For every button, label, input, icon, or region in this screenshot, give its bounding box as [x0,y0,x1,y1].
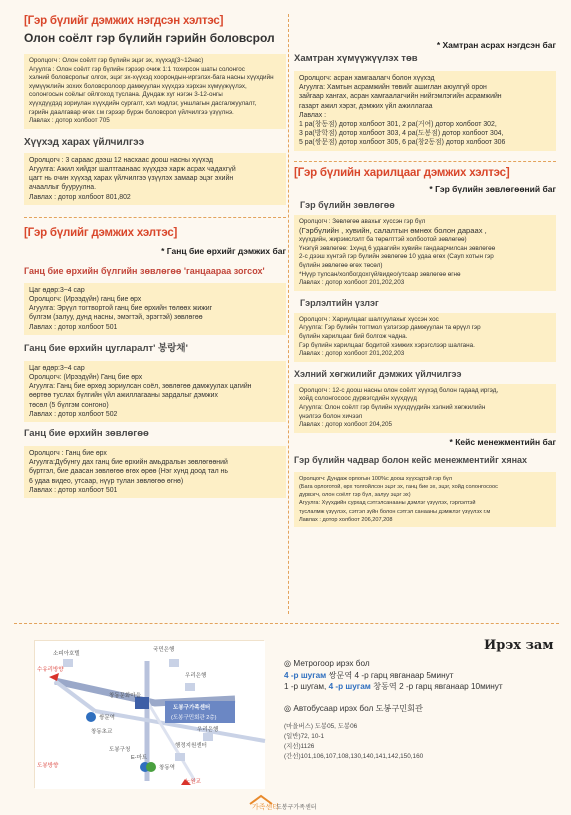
marriage-checkup-box [294,313,556,362]
box-line: төсөл (5 бүлгэм сонгоно) [29,401,109,409]
case-management-box [294,472,556,527]
box-line: 1 ра(창동점) дотор холбоот 301, 2 ра(거여) дотор холбоот 302, [299,121,497,129]
box-line: бүлгэм (залуу, дунд насны, эмэгтэй, эрэгтэй) зөвлөгөө [29,314,203,322]
box-line: Оролцогч: Дундаж орлогын 100%с доош хүүхэдтэй гэр бүл [299,475,452,482]
box-line: Үнэгүй зөвлөгөө: 1хүнд 6 удаагийн хувийн гандаарчилсан зөвлөгөө [299,244,496,252]
map-label-changdong-school: 창동초교 [91,729,113,735]
section-title-family-support: [Гэр бүлийг дэмжих нэгдсэн хэлтэс] [24,15,224,27]
map-subway-marker-1 [86,712,96,722]
house-logo-icon [248,794,280,811]
box-line: өөртөө туслах бүлгийн үйл ажиллагааны зардалыг дэмжих [29,392,218,400]
bus-line-1: (마을버스) 도봉05, 도봉06 [284,723,358,730]
box-line: Агуулга: Хамтын асрамжийн төвийг ашиглан аюулгүй орон [299,84,487,92]
box-line: гэрийн даалгавар өгөх г.м гэрээр бүрэн боловсрол үйлчилгээ үзүүлнэ. [29,108,234,116]
box-line: Агуулга:Дүбүнгу дах ганц бие өрхийн амьдралын зөвлөгөөний [29,459,228,467]
map-label-woori-bank: 우리은행 [185,673,207,679]
bus-heading: ◎ Автобусаар ирэх бол 도봉구민회관 [284,703,423,713]
box-line: хойд солонгосоос дүрвэгсдийн хүүхдүүд [299,395,417,403]
map-label-woori-bank-2: 우리은행 [197,727,219,733]
box-line: Лавлах : дотор холбоот 502 [29,410,118,418]
box-line: Оролцогч : Ганц бие өрх [29,450,107,457]
box-line: Оролцогч : Олон соёлт гэр бүлийн эцэг эх, хүүхэд(3~12нас) [29,57,204,64]
subway-heading: ◎ Метрогоор ирэх бол [284,659,370,668]
box-line: Агуулга: Олон соёлт гэр бүлийн хүүхдүүдийн хэлний хөгжилийн [299,403,486,411]
box-line: бүлийн харилцааг бий болгож чадна. [299,332,408,340]
childcare-service-box [24,153,286,205]
single-parent-counseling-box [24,446,286,498]
box-line: бүлийн зөвлөгөө өгөх төсөл) [299,262,383,269]
case-management-title: Гэр бүлийн чадвар болон кейс менежментийг хянах [294,454,528,465]
box-line: солонгосын соёлыг ойлгоход туслана. Дундаж хуг нэгэн 3-12-онгы [29,91,223,99]
box-line: Цаг өдөр:3~4 сар [29,364,85,372]
column-divider [288,14,289,614]
map-label-dobong-direction: 도봉방향 [37,763,59,769]
family-counseling-title: Гэр бүлийн зөвлөгөө [300,199,395,210]
map-label-kookmin-bank: 국민은행 [153,647,175,653]
box-line: Лавлах : дотор холбоот 801,802 [29,193,131,201]
box-line: ачааллыг бууруулна. [29,184,97,192]
map-label-culture-village: 창동문화마을 [109,693,141,699]
left-column [24,10,286,498]
single-parent-gathering-box [24,361,286,422]
box-line: 5 ра(쌍문점) дотор холбоот 305, 6 ра(창2동점) дотор холбоот 306 [299,139,506,147]
joint-care-center-box [294,71,556,151]
case-management-team-tag: * Кейс менежментийн баг [449,436,556,447]
family-center-logo [248,794,280,815]
family-counseling-box [294,215,556,291]
box-line: (Гэрбүлийн , хувийн, салалтын өмнөх болон дараах , [299,226,487,236]
box-line: Оролцогч: (Ирээдүйн) ганц бие өрх [29,295,142,303]
map-roads [35,641,265,789]
box-line: Агуулга: Хүүхдийн сурхад сэтгэлсанааны дэмлэг үзүүлэх, гэрлэлтэй [299,500,476,507]
box-line: 3 ра(방학점) дотор холбоот 303, 4 ра(도봉점) дотор холбоот 304, [299,130,504,138]
box-line: 6 удаа видео, утсаар, нүүр тулан зөвлөгөө өгнө) [29,477,184,485]
box-line: Лавлах : дотор холбоот 501 [29,323,118,331]
box-line: туслалмж үзүүлэх, сэтгэл зүйн болон сэтгэл санааны дэмжлэг үзүүлэх г.м [299,508,491,515]
box-line: Гэр бүлийн харилцааг бодитой хэмжих хэрэгслээр шалгана. [299,341,475,349]
box-line: Оролцогч : Зөвлөгөө авахыг хүссэн гэр бүл [299,217,426,225]
box-line: хүмүүжлийн зохих боловсролоор дамжуулан хүүхдээ хэрхэн хүмүүжүүлэх, [29,82,247,90]
left-divider [24,217,286,218]
box-line: Лавлах : дотор холбоот 501 [29,486,118,494]
box-line: Оролцогч : Хариулцааг шалгуулахыг хүссэн хос [299,315,439,323]
map-label-changdong-station: 창동역 [159,765,175,771]
map-label-dobong-gu-office: 도봉구청 [109,747,131,753]
box-line: зайгаар хангах, асран хамгаалагчийн нийгэмлэгийн асрамжийн [299,93,502,101]
box-line: Цаг өдөр:3~4 сар [29,286,85,294]
family-counseling-team-tag: * Гэр бүлийн зөвлөгөөний баг [429,183,556,194]
directions-text [284,658,554,762]
box-line: хүүхдийн, жирэмслэлт ба төрөлттэй холбоотой зөвлөгөө) [299,236,467,244]
map-label-emart: E-마트 [131,755,148,761]
box-line: Агуулга: Ганц бие өрхөд зориулсан соёл, зөвлөгөө дамжуулах цагийн [29,383,252,391]
map-label-admin-center: 행정지원센터 [175,743,207,749]
bus-line-3: (지선)1126 [284,743,315,750]
box-line: Лавлах : дотор холбоот 201,202,203 [299,350,405,358]
box-line: Лавлах : дотор холбоот 206,207,208 [299,516,393,523]
box-line: (Бага орлоготой, өрх толгойлсон эцэг эх, ганц бие эх, эцэг, хойд солонгосоос [299,483,498,490]
box-line: Лавлах : [299,111,326,119]
box-line: Лавлах : дотор холбоот 204,205 [299,421,392,429]
single-parent-counseling-title: Ганц бие өрхийн зөвлөгөө [24,428,149,439]
box-line: бүртгэл, бие даасан зөвлөгөө өгөх өрөө (Нэг хүнд доод тал нь [29,468,228,476]
box-line: хэлний боловсролыг олгох, эцэг эх-хүүхэд хоорондын-иргэлэх-бага насны хүүхдийн [29,74,274,82]
section-title-family-support-2: [Гэр бүлийг дэмжих хэлтэс] [24,226,178,239]
marriage-checkup-title: Гэрлэлтийн үзлэг [300,297,379,308]
directions-title: Ирэх зам [484,638,554,653]
multicultural-education-box [24,54,286,129]
map-label-ssangmun-station: 쌍문역 [99,715,115,721]
single-parent-gathering-title: Ганц бие өрхийн цугларалт' 봉랑채' [24,342,188,354]
box-line: *Нүүр тулсан/холбогдохгүй/видео/утсаар зөвлөгөө өгнө [299,270,461,278]
map-label-family-center: 도봉구가족센터 [173,705,211,711]
box-line: газарт ажил хэрэг, дэмжих үйл ажиллагаа [299,102,433,110]
language-development-box [294,384,556,433]
box-line: Оролцогч: асран хамгаалагч болон хүүхэд [299,75,435,82]
box-line: Оролцогч : 3 сараас дээш 12 насхаас доош насны хүүхэд [29,156,213,164]
single-parent-group-counseling-title: Ганц бие өрхийн бүлгийн зөвлөгөө 'ганцаараа зогсох' [24,265,265,276]
childcare-service-title: Хүүхэд харах үйлчилгээ [24,136,145,148]
svg-text:가족센터: 가족센터 [252,803,280,811]
single-parent-team-tag: * Ганц бие өрхийг дэмжих баг [161,245,286,256]
box-line: дүрвэгч, олон соёлт гэр бүл, залуу эцэг эх) [299,492,411,499]
box-line: Оролцогч: (Ирээдүйн) Ганц бие өрх [29,373,143,381]
subway-line-1: 4 -р шугам 쌍문역 4 -р гарц явганаар 5минут [284,670,454,680]
language-development-title: Хэлний хөгжилийг дэмжих үйлчилгээ [294,368,462,379]
directions-section [14,623,559,811]
right-divider [294,161,556,162]
map-label-community-hall: (도봉구민회관 2층) [171,715,217,721]
box-line: Агуулга : Олон соёлт гэр бүлийн гэрээр очиж 1:1 тохирсон шаты солонгос [29,65,245,73]
box-line: хүүхдүүдэд зориулан хүүхдийн сургалт, хэл мэдлэг, уншлагын дасгалжуулалт, [29,99,257,107]
box-line: цагт нь очин хүүхэд харах үйлчилгээ үзүүлэх замаар эцэг эхийн [29,175,234,183]
map-label-sofia-hotel: 소피아호텔 [53,651,80,657]
box-line: Лавлах : дотор холбоот 705 [29,117,110,125]
right-column [294,10,556,527]
map-label-suyu-direction: 수유리방향 [37,667,64,673]
map-label-nowon-bridge: 노원교 [185,779,201,785]
subway-line-2: 1 -р шугам, 4 -р шугам 창동역 2 -р гарц явганаар 10минут [284,682,503,691]
box-line: үнэлгээ болон хичээл [299,412,363,420]
box-line: Лавлах : дотор холбоот 201,202,203 [299,279,405,287]
joint-care-center-title: Хамтран хүмүүжүүлэх төв [294,53,418,64]
multicultural-home-education-title: Олон соёлт гэр бүлийн гэрийн боловсрол [24,31,275,45]
section-title-family-relations: [Гэр бүлийн харилцааг дэмжих хэлтэс] [294,166,510,179]
bus-line-4: (간선)101,106,107,108,130,140,141,142,150,160 [284,753,424,760]
joint-care-team-tag: * Хамтран асрах нэгдсэн баг [436,40,556,50]
logo-text: 도봉구가족센터 [276,805,317,811]
box-line: Агуулга: Ажил хийдэг шалтгаанаас хүүхдээ харж асрах чадахгүй [29,165,236,173]
box-line: 2-с дээш хүнтэй гэр бүлийн зөвлөгөө 10 удаа өгөх (Сауп хотын гэр [299,253,494,261]
box-line: Оролцогч : 12-с доош насны олон соёлт хүүхэд болон гадаад иргэд, [299,386,499,394]
single-parent-group-counseling-box [24,283,286,335]
location-map [34,640,264,788]
box-line: Агуулга: Гэр бүлийн тогтмол үзлэгээр дамжуулан та өрүүл гэр [299,324,481,332]
box-line: Агуулга: Эрүүл тогтвортой ганц бие өрхийн төлөөх жижиг [29,305,213,313]
bus-line-2: (일반)72, 10-1 [284,733,325,740]
